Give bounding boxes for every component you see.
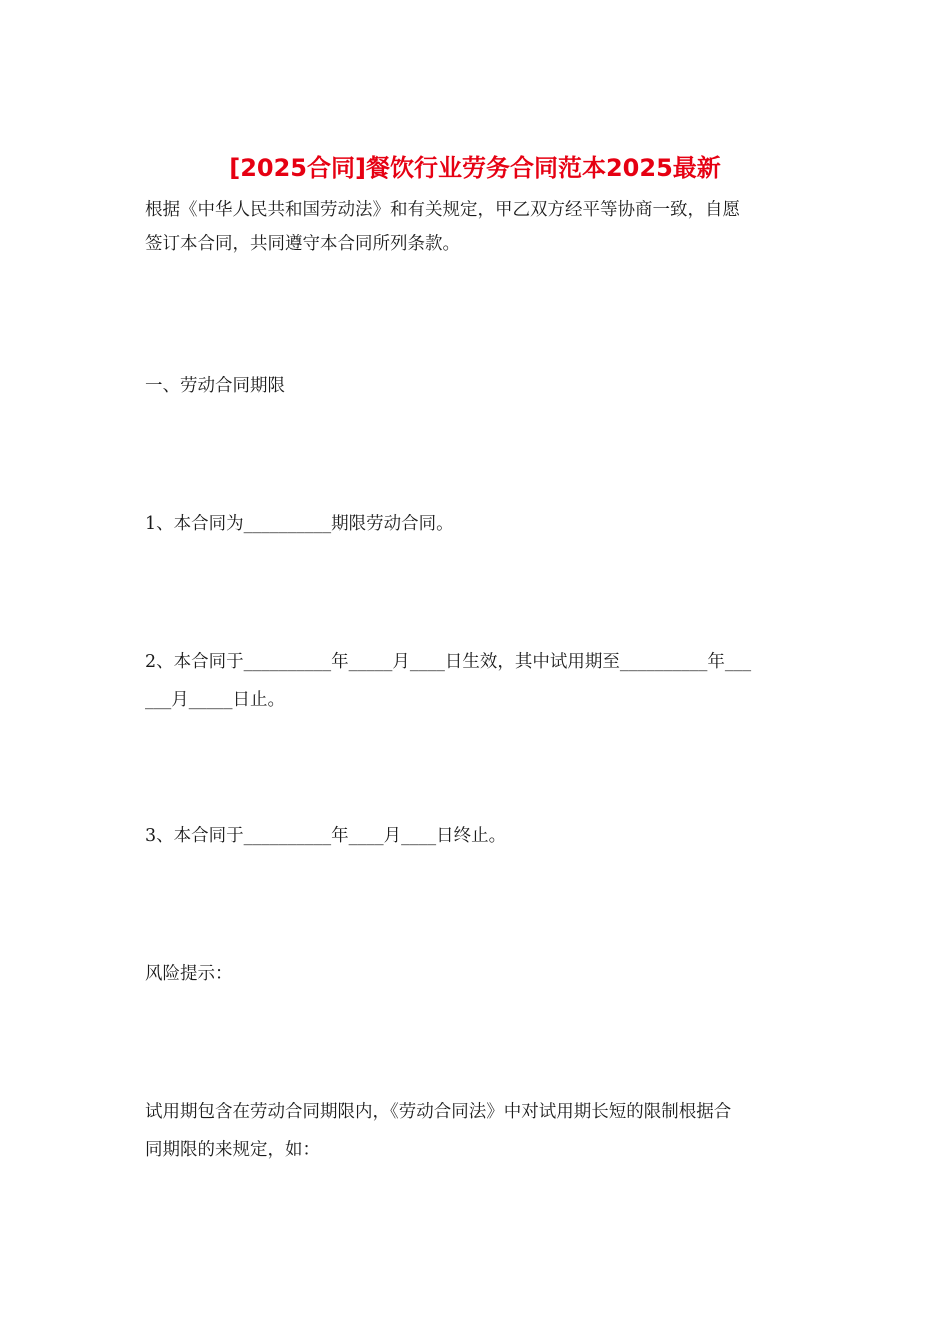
clause-2-line-1: 2、本合同于__________年_____月____日生效，其中试用期至__________年___: [145, 652, 752, 672]
clause-2-line-2: ___月_____日止。: [145, 690, 285, 710]
risk-line-2: 同期限的来规定，如：: [145, 1140, 320, 1160]
risk-line-1: 试用期包含在劳动合同期限内，《劳动合同法》中对试用期长短的限制根据合: [145, 1102, 732, 1122]
intro-line-1: 根据《中华人民共和国劳动法》和有关规定，甲乙双方经平等协商一致，自愿: [145, 200, 740, 220]
document-title: [2025合同]餐饮行业劳务合同范本2025最新: [229, 154, 721, 182]
risk-heading: 风险提示：: [145, 964, 233, 984]
intro-line-2: 签订本合同，共同遵守本合同所列条款。: [145, 234, 460, 254]
clause-1: 1、本合同为__________期限劳动合同。: [145, 514, 454, 534]
section-heading-term: 一、劳动合同期限: [145, 376, 285, 396]
clause-3: 3、本合同于__________年____月____日终止。: [145, 826, 507, 846]
